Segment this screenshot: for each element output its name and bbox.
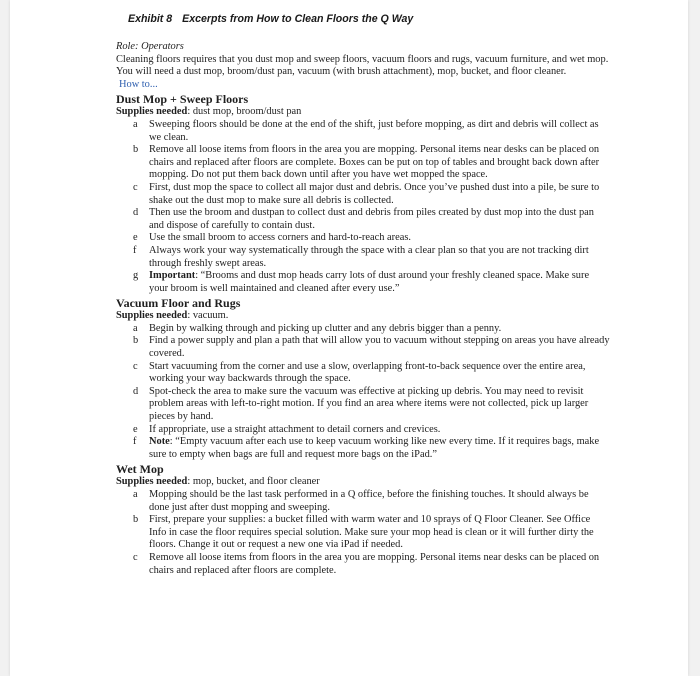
list-item-text: Remove all loose items from floors in the area you are mopping. Personal items near desks can be placed on chairs and replaced after floors are complete. Boxes can be put on top of tables and brought back down after mopping. Do not put them back down until after you have wet mopped the space.: [149, 144, 600, 181]
supplies-needed: [116, 476, 610, 489]
list-item-letter: a: [133, 322, 138, 334]
section-heading: Wet Mop: [116, 462, 164, 477]
list-item: [116, 386, 610, 424]
list-item: [116, 119, 610, 144]
list-item-text: If appropriate, use a straight attachment to detail corners and crevices.: [149, 423, 441, 435]
list-item: [116, 182, 610, 207]
list-item-letter: d: [133, 207, 139, 219]
supplies-text: : dust mop, broom/dust pan: [187, 106, 302, 118]
list-item: [116, 552, 610, 577]
list-item-text: Sweeping floors should be done at the end of the shift, just before mopping, as dirt and debris will collect as we clean.: [149, 118, 599, 143]
list-item-letter: g: [133, 270, 139, 282]
intro-paragraph: Cleaning floors requires that you dust mop and sweep floors, vacuum floors and rugs, vacuum furniture, and wet mop. You will need a dust mop, broom/dust pan, vacuum (with brush attachment), mop, bucket, and floor cleaner.: [116, 53, 609, 78]
supplies-label: Supplies needed: [116, 106, 188, 118]
list-item-text: Start vacuuming from the corner and use a slow, overlapping front-to-back sequence over the entire area, working your way backwards through the space.: [149, 360, 586, 385]
exhibit-header: [128, 13, 413, 25]
list-item-letter: f: [133, 436, 137, 448]
supplies-text: : vacuum.: [187, 310, 229, 322]
section-heading: Vacuum Floor and Rugs: [116, 296, 241, 311]
list-item-letter: e: [133, 232, 138, 244]
list-item: [116, 424, 610, 437]
exhibit-label: Exhibit 8: [128, 13, 173, 25]
list-item-text: First, prepare your supplies: a bucket filled with warm water and 10 sprays of Q Floor Cleaner. See Office Info in case the floor requires special solution. Make sure your mop head is clean or it will further dirty the floors. Change it out or request a new one via iPad if needed.: [149, 514, 594, 551]
list-item-letter: b: [133, 144, 139, 156]
sections-container: [116, 92, 610, 577]
list-item-text: Mopping should be the last task performed in a Q office, before the finishing touches. It should always be done just after dust mopping and sweeping.: [149, 489, 589, 513]
list-item-letter: c: [133, 360, 138, 372]
supplies-needed: [116, 310, 610, 323]
exhibit-title: Excerpts from How to Clean Floors the Q Way: [182, 13, 414, 25]
supplies-label: Supplies needed: [116, 476, 188, 488]
supplies-needed: [116, 106, 610, 119]
list-item-letter: a: [133, 118, 138, 130]
section-heading: Dust Mop + Sweep Floors: [116, 92, 249, 107]
list-item-text: Use the small broom to access corners and hard-to-reach areas.: [149, 232, 411, 244]
how-to-link[interactable]: How to...: [119, 78, 158, 90]
list-item: [116, 489, 610, 514]
list-item: [116, 436, 610, 461]
list-item-emphasis: Important: [149, 270, 196, 282]
list-item: [116, 361, 610, 386]
list-item-letter: a: [133, 489, 138, 500]
list-item-letter: c: [133, 551, 138, 563]
instruction-list: [116, 489, 610, 577]
list-item: [116, 144, 610, 182]
list-item-text: Begin by walking through and picking up clutter and any debris bigger than a penny.: [149, 322, 502, 334]
list-item: [116, 335, 610, 360]
list-item-letter: e: [133, 423, 138, 435]
list-item: [116, 245, 610, 270]
list-item-text: : “Brooms and dust mop heads carry lots of dust around your freshly cleaned space. Make sure your broom is well maintained and cleaned after every use.”: [149, 270, 590, 294]
list-item-text: Spot-check the area to make sure the vacuum was effective at picking up debris. You may need to revisit problem areas with left-to-right motion. If you find an area where items were not collected, pick up larger pieces by hand.: [149, 385, 589, 423]
list-item-text: Always work your way systematically through the space with a clear plan so that you are not tracking dirt through freshly swept areas.: [149, 244, 589, 269]
list-item: [116, 514, 610, 552]
list-item-letter: c: [133, 181, 138, 193]
list-item-text: : “Empty vacuum after each use to keep vacuum working like new every time. If it requires bags, make sure to empty when bags are full and request more bags on the iPad.”: [149, 436, 600, 460]
list-item: [116, 207, 610, 232]
list-item-text: Then use the broom and dustpan to collect dust and debris from piles created by dust mop into the dust pan and dispose of carefully to contain dust.: [149, 207, 594, 231]
instruction-list: [116, 119, 610, 295]
list-item-emphasis: Note: [149, 436, 170, 448]
supplies-label: Supplies needed: [116, 310, 188, 322]
list-item-letter: b: [133, 335, 139, 347]
list-item-letter: f: [133, 244, 137, 256]
list-item: [116, 232, 610, 245]
list-item-text: Find a power supply and plan a path that will allow you to vacuum without stepping on areas you have already covered.: [149, 335, 610, 360]
role-line: Role: Operators: [116, 41, 184, 52]
list-item: [116, 270, 610, 295]
list-item-text: Remove all loose items from floors in the area you are mopping. Personal items near desks can be placed on chairs and replaced after floors are complete.: [149, 551, 600, 576]
list-item-letter: b: [133, 514, 139, 526]
supplies-text: : mop, bucket, and floor cleaner: [187, 476, 320, 488]
instruction-list: [116, 323, 610, 462]
list-item-text: First, dust mop the space to collect all major dust and debris. Once you’ve pushed dust into a pile, be sure to shake out the dust mop to make sure all debris is collected.: [149, 181, 600, 206]
list-item-letter: d: [133, 385, 139, 397]
list-item: [116, 323, 610, 336]
document-content: [116, 41, 610, 577]
